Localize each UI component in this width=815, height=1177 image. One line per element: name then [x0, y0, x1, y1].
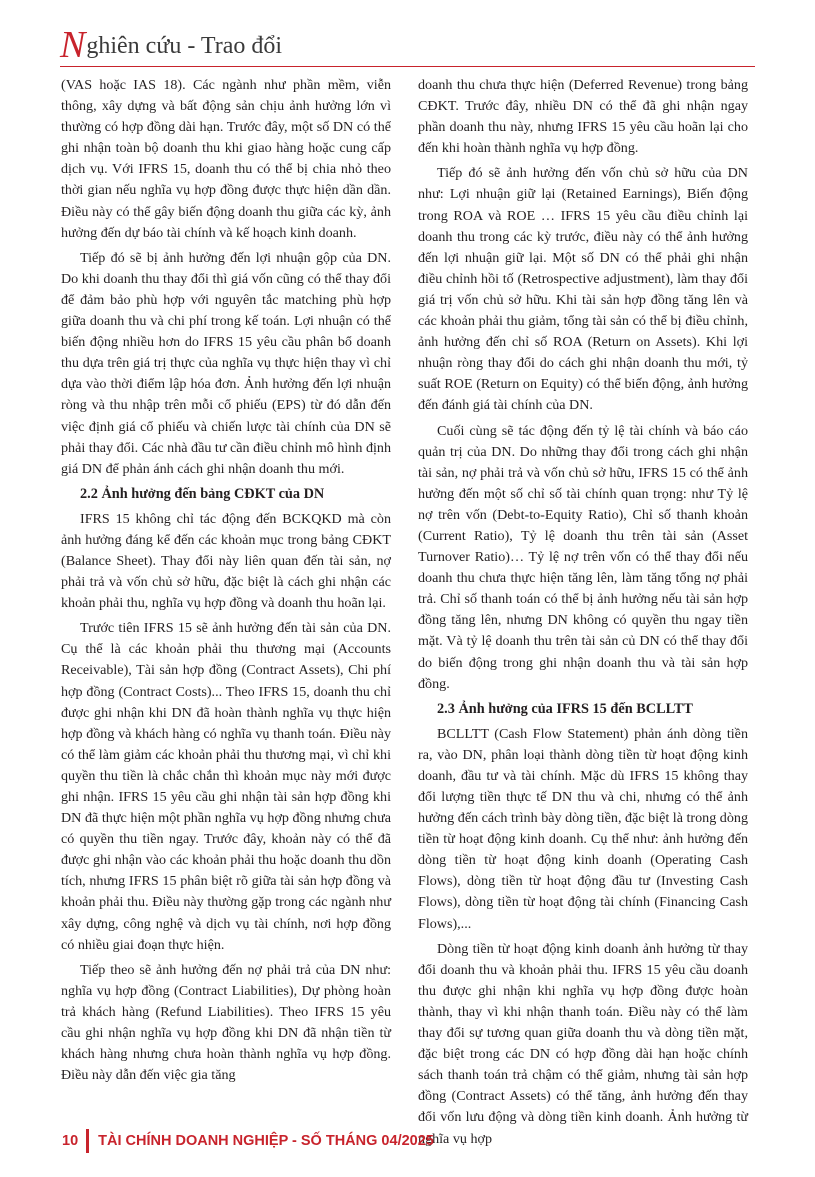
section-heading-2-3: 2.3 Ảnh hưởng của IFRS 15 đến BCLLTT — [437, 700, 693, 717]
section-title-rest: ghiên cứu - Trao đổi — [86, 33, 283, 59]
footer-divider — [86, 1129, 89, 1153]
paragraph: BCLLTT (Cash Flow Statement) phản ánh dòng tiền ra, vào DN, phân loại thành dòng tiền từ hoạt động kinh doanh, đầu tư và tài chính. Mặc dù IFRS 15 không thay đổi lượng tiền thực tế DN thu và chi, nhưng có thể ảnh hưởng đến cách trình bày dòng tiền, đặc biệt là trong dòng tiền từ hoạt động kinh doanh. Cụ thể như: ảnh hưởng đến dòng tiền từ hoạt động kinh doanh (Operating Cash Flows), dòng tiền từ hoạt động đầu tư (Investing Cash Flows), dòng tiền từ hoạt động tài chính (Financing Cash Flows),... — [418, 725, 748, 932]
paragraph: Tiếp đó sẽ ảnh hưởng đến vốn chủ sở hữu của DN như: Lợi nhuận giữ lại (Retained Earnings), Biến động trong ROA và ROE … IFRS 15 yêu cầu điều chỉnh lại doanh thu trong các kỳ trước, điều này có thể ảnh hưởng đến lợi nhuận giữ lại. Một số DN có thể phải ghi nhận điều chỉnh hồi tố (Retrospective adjustment), làm thay đổi giá trị vốn chủ sở hữu. Khi tài sản hợp đồng tăng lên và các khoản phải thu giảm, tổng tài sản có thể bị điều chỉnh, ảnh hưởng đến chỉ số ROA (Return on Assets). Khi lợi nhuận ròng thay đổi do cách ghi nhận doanh thu mới, tỷ suất ROE (Return on Equity) có thể biến động, ảnh hưởng đến đánh giá tài chính của DN. — [418, 165, 748, 414]
section-title-initial: N — [60, 24, 86, 66]
page-header — [60, 24, 755, 72]
paragraph: IFRS 15 không chỉ tác động đến BCKQKD mà còn ảnh hưởng đáng kể đến các khoản mục trong bảng CĐKT (Balance Sheet). Thay đổi này liên quan đến tài sản, nợ phải trả và vốn chủ sở hữu, đặc biệt là cách ghi nhận các khoản phải thu, nghĩa vụ hợp đồng và doanh thu hoãn lại. — [61, 510, 391, 612]
paragraph: Dòng tiền từ hoạt động kinh doanh ảnh hưởng từ thay đổi doanh thu và khoản phải thu. IFRS 15 yêu cầu doanh thu được ghi nhận khi nghĩa vụ hợp đồng được hoàn thành, thay vì khi nhận thanh toán. Điều này có thể làm thay đổi sự tương quan giữa doanh thu và dòng tiền mặt, đặc biệt trong các DN có hợp đồng dài hạn hoặc chính sách thanh toán trả chậm có thể giảm, nhưng tài sản hợp đồng (Contract Assets) có thể tăng, ảnh hưởng đến thay đổi vốn lưu động và dòng tiền kinh doanh. Ảnh hưởng từ nghĩa vụ hợp — [418, 940, 748, 1147]
page-number: 10 — [62, 1133, 79, 1149]
section-title — [60, 26, 282, 64]
left-column — [61, 75, 391, 1090]
paragraph: Cuối cùng sẽ tác động đến tỷ lệ tài chính và báo cáo quản trị của DN. Do những thay đổi trong cách ghi nhận tài sản, nợ phải trả và vốn chủ sở hữu, IFRS 15 có thể ảnh hưởng đến một số chỉ số tài chính quan trọng: như Tỷ lệ nợ trên vốn (Debt-to-Equity Ratio), Chỉ số thanh khoản (Current Ratio), Tỷ lệ doanh thu trên tài sản (Asset Turnover Ratio)… Tỷ lệ nợ trên vốn có thể thay đổi nếu doanh thu chưa thực hiện tăng lên, làm tăng tổng nợ phải trả. Chỉ số thanh toán có thể bị ảnh hưởng nếu tài sản hợp đồng tăng lên, nhưng DN không có quyền thu ngay tiền mặt. Và tỷ lệ doanh thu trên tài sản củ DN có thể thay đổi do biến động trong ghi nhận doanh thu và tài sản hợp đồng. — [418, 422, 748, 692]
header-divider — [60, 66, 755, 67]
paragraph: Tiếp đó sẽ bị ảnh hưởng đến lợi nhuận gộp của DN. Do khi doanh thu thay đổi thì giá vốn cũng có thể thay đổi để đảm bảo phù hợp với nguyên tắc matching phù hợp giữa doanh thu và chi phí trong kế toán. Lợi nhuận có thể biến động nhiều hơn do IFRS 15 yêu cầu phân bổ doanh thu dựa trên giá trị thực của nghĩa vụ thực hiện thay vì chỉ dựa vào thời điểm lập hóa đơn. Ảnh hưởng đến lợi nhuận ròng và thu nhập trên mỗi cổ phiếu (EPS) từ đó dẫn đến việc định giá cổ phiếu và chiến lược tài chính của DN sẽ phải thay đổi. Các nhà đầu tư cần điều chỉnh mô hình định giá DN để phản ánh cách ghi nhận doanh thu mới. — [61, 249, 391, 477]
publication-name: TÀI CHÍNH DOANH NGHIỆP - SỐ THÁNG 04/2025 — [98, 1133, 434, 1149]
paragraph: doanh thu chưa thực hiện (Deferred Revenue) trong bảng CĐKT. Trước đây, nhiều DN có thể đã ghi nhận ngay phần doanh thu này, nhưng IFRS 15 yêu cầu hoãn lại cho đến khi hoàn thành nghĩa vụ hợp đồng. — [418, 77, 748, 157]
section-heading-2-2: 2.2 Ảnh hưởng đến bảng CĐKT của DN — [80, 485, 325, 502]
page-footer — [62, 1127, 434, 1155]
paragraph: (VAS hoặc IAS 18). Các ngành như phần mềm, viễn thông, xây dựng và bất động sản chịu ảnh hưởng lớn vì thường có hợp đồng dài hạn. Trước đây, một số DN có thể ghi nhận toàn bộ doanh thu khi giao hàng hoặc cung cấp dịch vụ. Với IFRS 15, doanh thu có thể bị chia nhỏ theo thời gian nếu nghĩa vụ hợp đồng được thực hiện dần dần. Điều này có thể gây biến động doanh thu giữa các kỳ, ảnh hưởng đến dự báo tài chính và kế hoạch kinh doanh. — [61, 77, 391, 241]
right-column — [418, 75, 748, 1154]
paragraph: Trước tiên IFRS 15 sẽ ảnh hưởng đến tài sản của DN. Cụ thể là các khoản phải thu thương mại (Accounts Receivable), Tài sản hợp đồng (Contract Assets), Chi phí hợp đồng (Contract Costs)... Theo IFRS 15, doanh thu chỉ được ghi nhận khi DN đã hoàn thành nghĩa vụ thực hiện hợp đồng và khách hàng có nghĩa vụ thanh toán. Điều này có thể làm giảm các khoản phải thu thương mại, vì chỉ khi quyền thu tiền là chắc chắn thì khoản mục này mới được ghi nhận. IFRS 15 yêu cầu ghi nhận tài sản hợp đồng khi DN đã thực hiện một phần nghĩa vụ hợp đồng nhưng chưa có quyền thu tiền ngay. Trước đây, khoản này có thể đã được ghi nhận vào các khoản phải thu hoặc doanh thu dồn tích, nhưng IFRS 15 phân biệt rõ giữa tài sản hợp đồng và khoản phải thu. Điều này thường gặp trong các ngành như xây dựng, công nghệ và dịch vụ tài chính, nơi hợp đồng có nhiều giai đoạn thực hiện. — [61, 620, 391, 953]
paragraph: Tiếp theo sẽ ảnh hưởng đến nợ phải trả của DN như: nghĩa vụ hợp đồng (Contract Liabilities), Dự phòng hoàn trả khách hàng (Refund Liabilities). Theo IFRS 15 yêu cầu ghi nhận nghĩa vụ hợp đồng khi DN đã nhận tiền từ khách hàng nhưng chưa hoàn thành nghĩa vụ hợp đồng. Điều này dẫn đến việc gia tăng — [61, 961, 391, 1084]
